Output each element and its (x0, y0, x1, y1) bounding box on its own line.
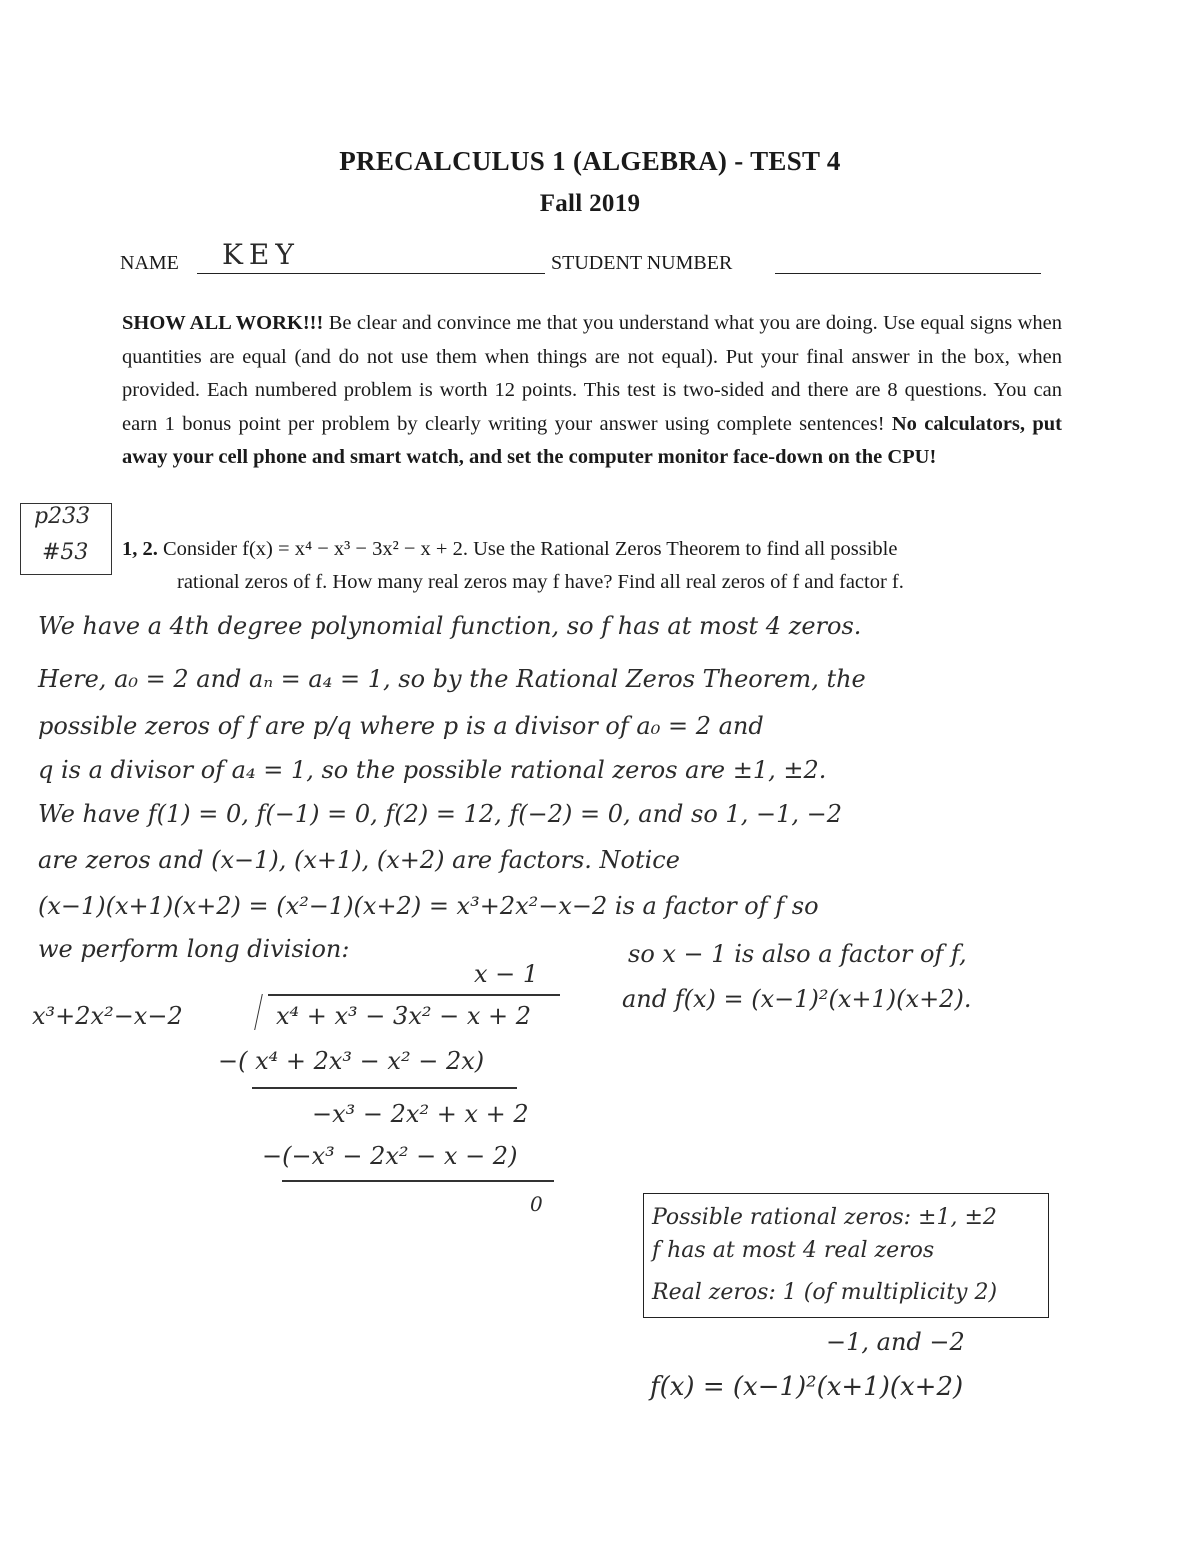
solution-side-note-2: and f(x) = (x−1)²(x+1)(x+2). (622, 985, 972, 1013)
margin-reference-number: #53 (42, 540, 89, 565)
solution-line-2: Here, a₀ = 2 and aₙ = a₄ = 1, so by the Rational Zeros Theorem, the (38, 665, 866, 693)
instructions-lead: SHOW ALL WORK!!! (122, 312, 324, 334)
division-rule-1 (252, 1087, 517, 1089)
solution-line-4: q is a divisor of a₄ = 1, so the possible rational zeros are ±1, ±2. (38, 756, 827, 784)
solution-side-note-1: so x − 1 is also a factor of f, (628, 940, 967, 968)
answer-line-3: Real zeros: 1 (of multiplicity 2) (652, 1280, 998, 1305)
instructions-bold-tail: No calculators, put away your cell phone and smart watch, and set the computer monitor face-down on the CPU! (122, 412, 1062, 468)
answer-line-2: f has at most 4 real zeros (652, 1238, 935, 1263)
problem-line-1: Consider f(x) = x⁴ − x³ − 3x² − x + 2. Use the Rational Zeros Theorem to find all possible (163, 538, 898, 560)
name-value: KEY (222, 238, 300, 271)
problem-statement (122, 533, 1067, 566)
answer-line-4: −1, and −2 (826, 1328, 965, 1356)
division-remainder-1: −x³ − 2x² + x + 2 (312, 1100, 529, 1128)
page-title: PRECALCULUS 1 (ALGEBRA) - TEST 4 (339, 146, 841, 176)
division-final: 0 (530, 1192, 543, 1216)
student-number-field-line (775, 272, 1041, 274)
margin-reference-page: p233 (34, 504, 91, 529)
division-bar (268, 994, 560, 996)
answer-line-5: f(x) = (x−1)²(x+1)(x+2) (650, 1372, 964, 1402)
solution-line-7: (x−1)(x+1)(x+2) = (x²−1)(x+2) = x³+2x²−x−2 is a factor of f so (38, 892, 819, 920)
solution-line-6: are zeros and (x−1), (x+1), (x+2) are factors. Notice (38, 846, 680, 874)
instructions (122, 307, 1062, 475)
division-quotient: x − 1 (474, 960, 539, 988)
division-divisor: x³+2x²−x−2 (32, 1002, 183, 1030)
student-number-label: STUDENT NUMBER (551, 252, 733, 274)
solution-line-5: We have f(1) = 0, f(−1) = 0, f(2) = 12, f(−2) = 0, and so 1, −1, −2 (38, 800, 842, 828)
solution-line-3: possible zeros of f are p/q where p is a divisor of a₀ = 2 and (38, 712, 764, 740)
problem-line-2: rational zeros of f. How many real zeros may f have? Find all real zeros of f and factor f. (177, 571, 904, 593)
division-rule-2 (282, 1180, 554, 1182)
term-label: Fall 2019 (539, 190, 641, 217)
solution-line-1: We have a 4th degree polynomial function, so f has at most 4 zeros. (38, 612, 862, 640)
division-step-1: −( x⁴ + 2x³ − x² − 2x) (218, 1047, 485, 1075)
problem-number: 1, 2. (122, 538, 158, 560)
name-label: NAME (120, 252, 179, 274)
name-field-line (197, 272, 545, 274)
solution-line-8: we perform long division: (38, 935, 350, 963)
instructions-body: Be clear and convince me that you understand what you are doing. Use equal signs when quantities are equal (and do not use them when things are not equal). Put your final answer in the box, when provided. Each numbered problem is worth 12 points. This test is two-sided and there are 8 questions. You can earn 1 bonus point per problem by clearly writing your answer using complete sentences! (122, 312, 1063, 435)
division-dividend: x⁴ + x³ − 3x² − x + 2 (276, 1002, 532, 1030)
answer-line-1: Possible rational zeros: ±1, ±2 (652, 1205, 997, 1230)
division-bracket (254, 994, 273, 1030)
division-step-2: −(−x³ − 2x² − x − 2) (262, 1142, 518, 1170)
